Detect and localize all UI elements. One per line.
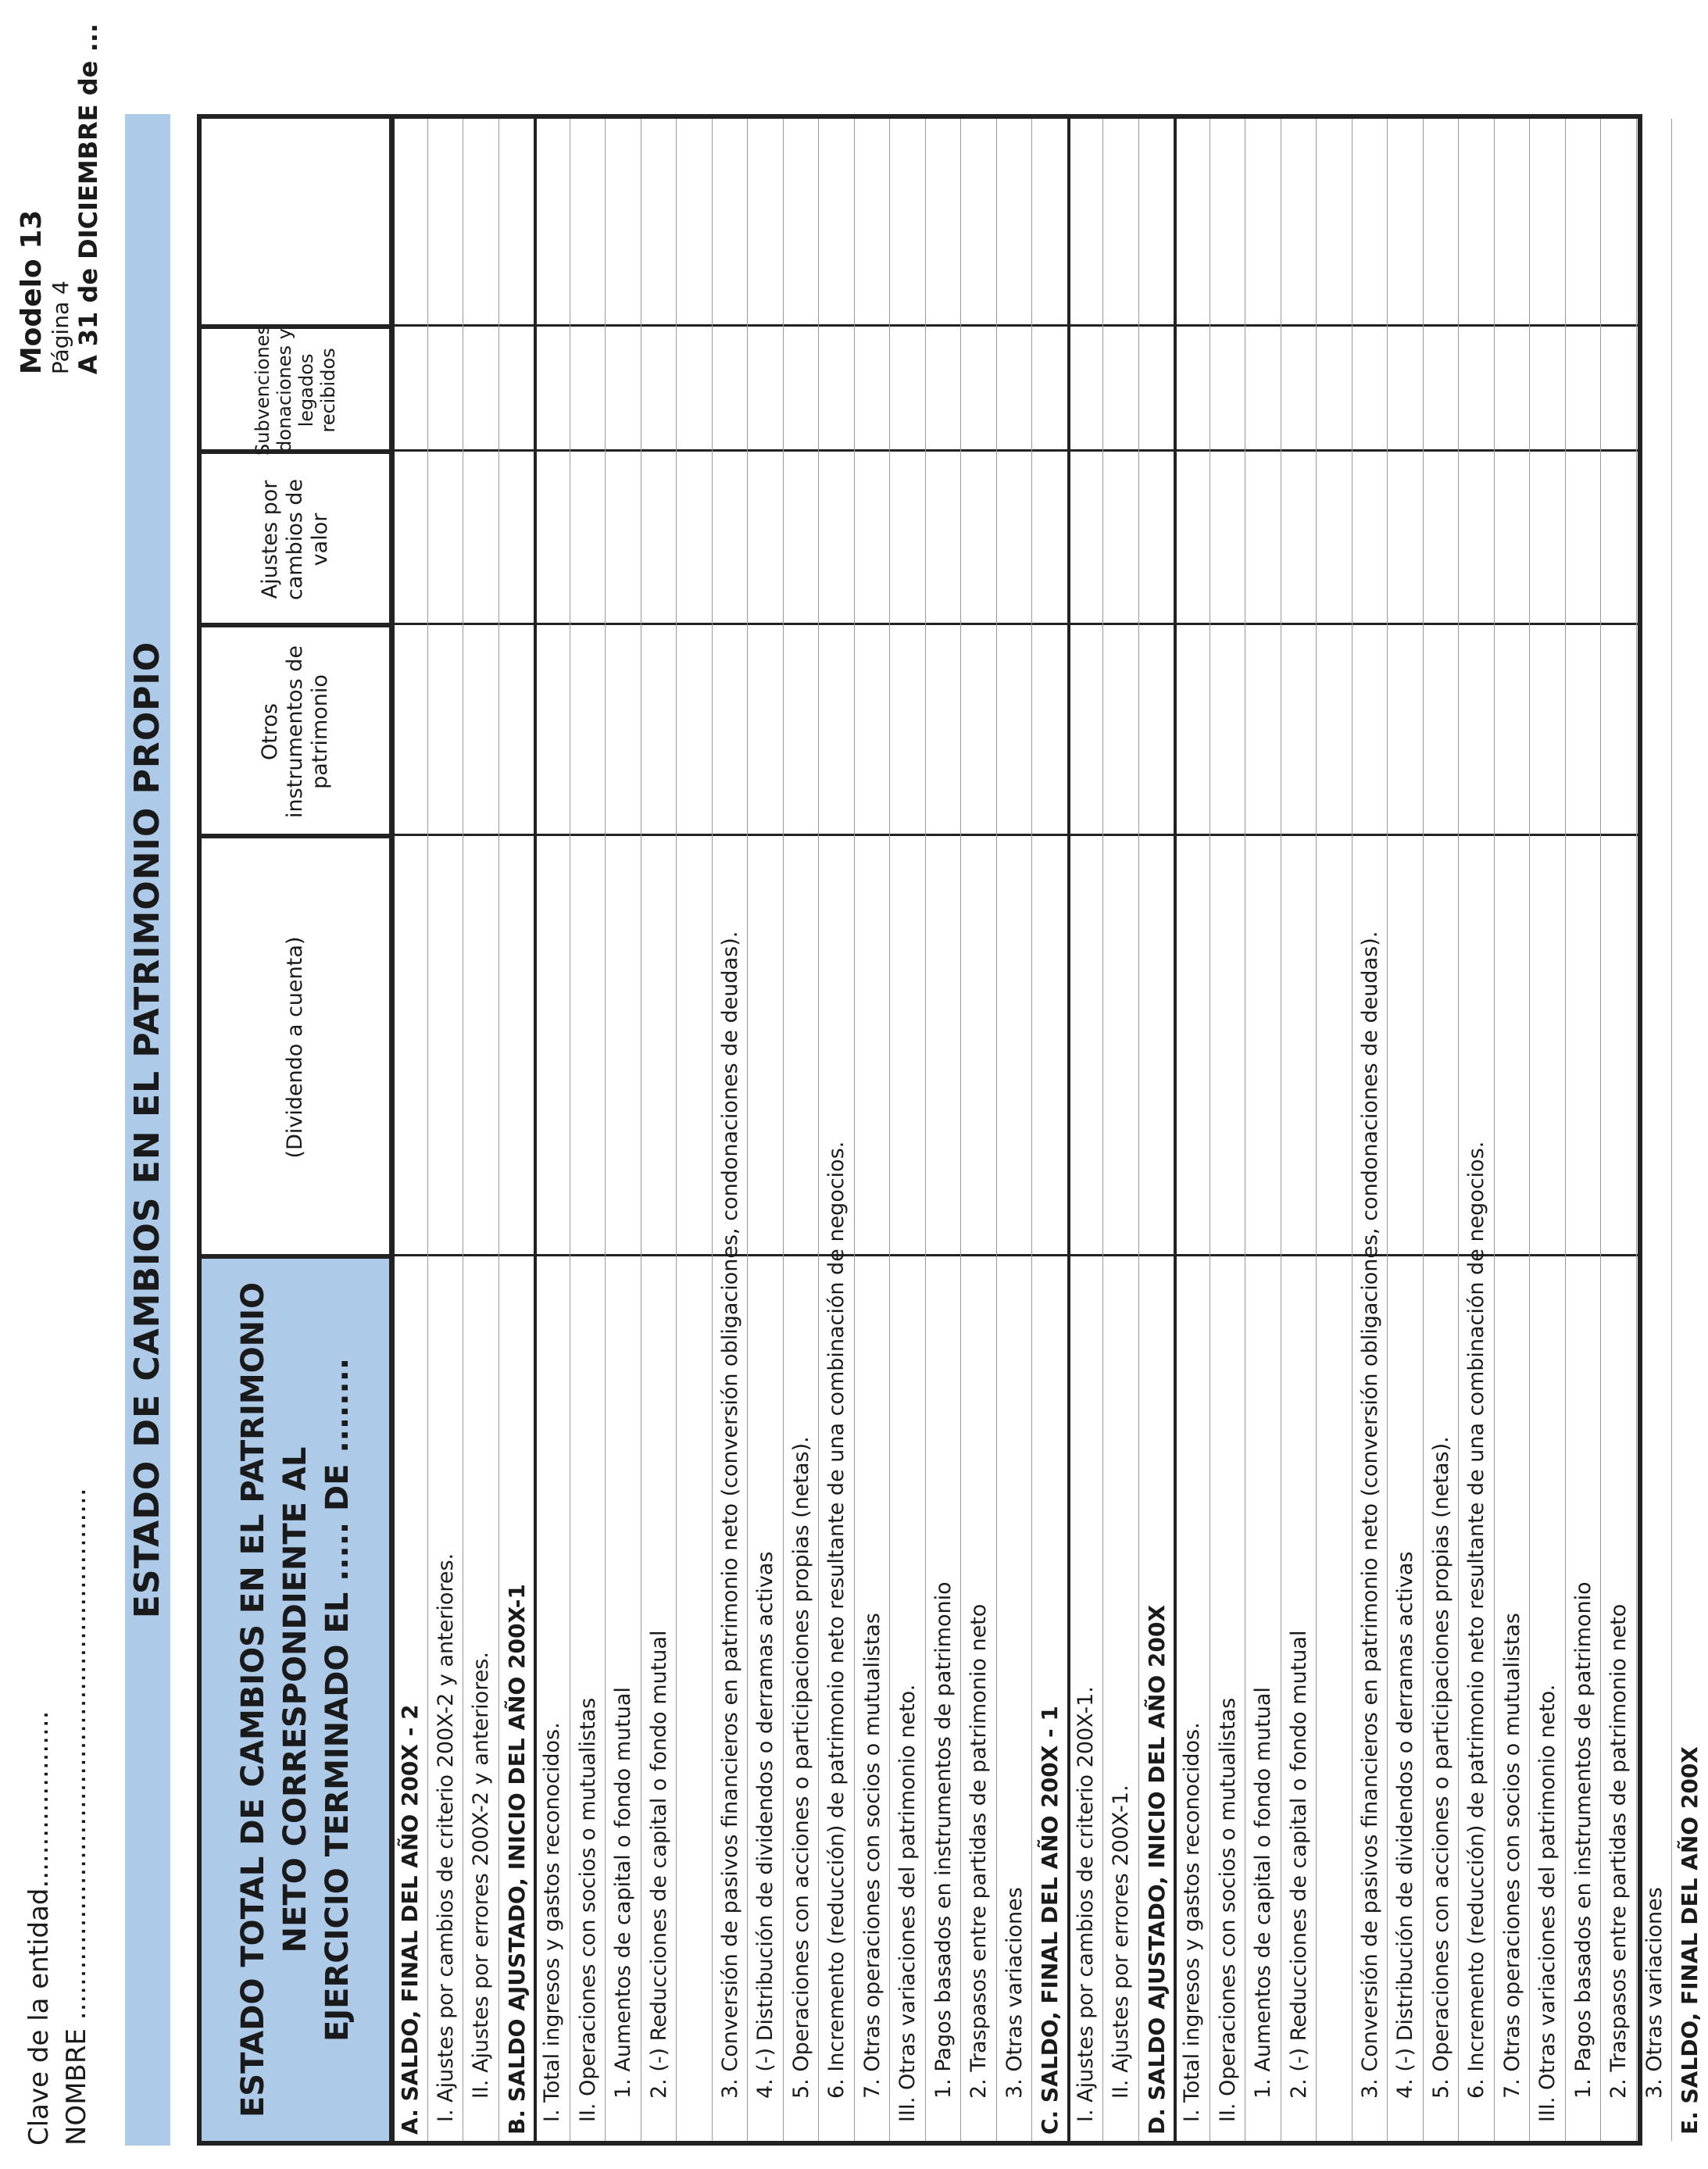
table-row: I. Total ingresos y gastos reconocidos. [540, 1722, 564, 2122]
column-header-otros-instrumentos: Otros instrumentos de patrimonio [202, 625, 389, 836]
table-row: D. SALDO AJUSTADO, INICIO DEL AÑO 200X [1143, 1605, 1170, 2135]
equity-changes-table [197, 114, 1703, 2146]
table-row: 5. Operaciones con acciones o participaciones propias (netas). [1428, 1436, 1453, 2099]
table-row: 3. Otras variaciones [1002, 1887, 1027, 2099]
table-row: 4. (-) Distribución de dividendos o derramas activas [1393, 1551, 1417, 2099]
table-row: II. Ajustes por errores 200X-2 y anteriores. [469, 1652, 493, 2099]
table-row [1317, 1214, 1352, 2141]
table-row: 3. Otras variaciones [1642, 1887, 1667, 2099]
nombre-label: NOMBRE ............................................................... [61, 1488, 92, 2146]
modelo-number: Modelo 13 [16, 209, 48, 375]
table-row: 1. Pagos basados en instrumentos de patrimonio [931, 1581, 956, 2099]
table-title-line2: EJERCICIO TERMINADO EL ..... DE ........ [320, 1357, 356, 2042]
table-row: 6. Incremento (reducción) de patrimonio neto resultante de una combinación de negocios. [1464, 1141, 1488, 2099]
table-title-line1: ESTADO TOTAL DE CAMBIOS EN EL PATRIMONIO NETO CORRESPONDIENTE AL [235, 1281, 313, 2118]
table-row: 2. Traspasos entre partidas de patrimonio neto [1606, 1603, 1631, 2099]
table-title [202, 1256, 389, 2141]
table-row: II. Operaciones con socios o mutualistas [1215, 1697, 1240, 2122]
table-row: II. Operaciones con socios o mutualistas [575, 1697, 600, 2122]
table-row [677, 1214, 713, 2141]
table-row: III. Otras variaciones del patrimonio neto. [895, 1684, 920, 2122]
modelo-block [16, 23, 103, 374]
table-row: A. SALDO, FINAL DEL AÑO 200X - 2 [397, 1704, 423, 2135]
column-header-ajustes: Ajustes por cambios de valor [202, 452, 389, 625]
table-row: 4. (-) Distribución de dividendos o derramas activas [753, 1551, 777, 2099]
table-row: 3. Conversión de pasivos financieros en patrimonio neto (conversión obligaciones, condonaciones de deudas). [1357, 931, 1382, 2099]
clave-label: Clave de la entidad..................... [23, 1710, 55, 2146]
table-row: B. SALDO AJUSTADO, INICIO DEL AÑO 200X-1 [503, 1584, 530, 2135]
table-row: C. SALDO, FINAL DEL AÑO 200X - 1 [1037, 1706, 1063, 2135]
table-row: 7. Otras operaciones con socios o mutualistas [1499, 1613, 1524, 2099]
report-date: A 31 de DICIEMBRE de ... [73, 23, 103, 375]
table-row: 7. Otras operaciones con socios o mutualistas [859, 1613, 884, 2099]
table-row: 1. Aumentos de capital o fondo mutual [611, 1687, 635, 2099]
table-row: 6. Incremento (reducción) de patrimonio neto resultante de una combinación de negocios. [824, 1141, 849, 2099]
table-row: III. Otras variaciones del patrimonio neto. [1535, 1684, 1560, 2122]
table-row: 2. Traspasos entre partidas de patrimonio neto [967, 1603, 991, 2099]
page-number: Página 4 [48, 281, 73, 375]
table-row: 1. Pagos basados en instrumentos de patrimonio [1570, 1581, 1595, 2099]
table-row: I. Ajustes por cambios de criterio 200X-2 y anteriores. [433, 1553, 458, 2122]
table-row: E. SALDO, FINAL DEL AÑO 200X [1677, 1746, 1703, 2135]
table-row: I. Total ingresos y gastos reconocidos. [1180, 1722, 1204, 2122]
table-row: II. Ajustes por errores 200X-1. [1109, 1785, 1133, 2099]
table-row: 2. (-) Reducciones de capital o fondo mutual [646, 1630, 671, 2099]
table-row: 1. Aumentos de capital o fondo mutual [1251, 1687, 1275, 2099]
table-row: 2. (-) Reducciones de capital o fondo mutual [1286, 1630, 1311, 2099]
column-header-dividendo: (Dividendo a cuenta) [202, 836, 389, 1256]
column-header-subvenciones: Subvenciones donaciones y legados recibidos [202, 327, 389, 452]
table-row: 3. Conversión de pasivos financieros en patrimonio neto (conversión obligaciones, condonaciones de deudas). [717, 931, 742, 2099]
table-row: I. Ajustes por cambios de criterio 200X-1. [1073, 1686, 1098, 2122]
page-title: ESTADO DE CAMBIOS EN EL PATRIMONIO PROPIO [125, 114, 170, 2146]
table-row: 5. Operaciones con acciones o participaciones propias (netas). [788, 1436, 813, 2099]
